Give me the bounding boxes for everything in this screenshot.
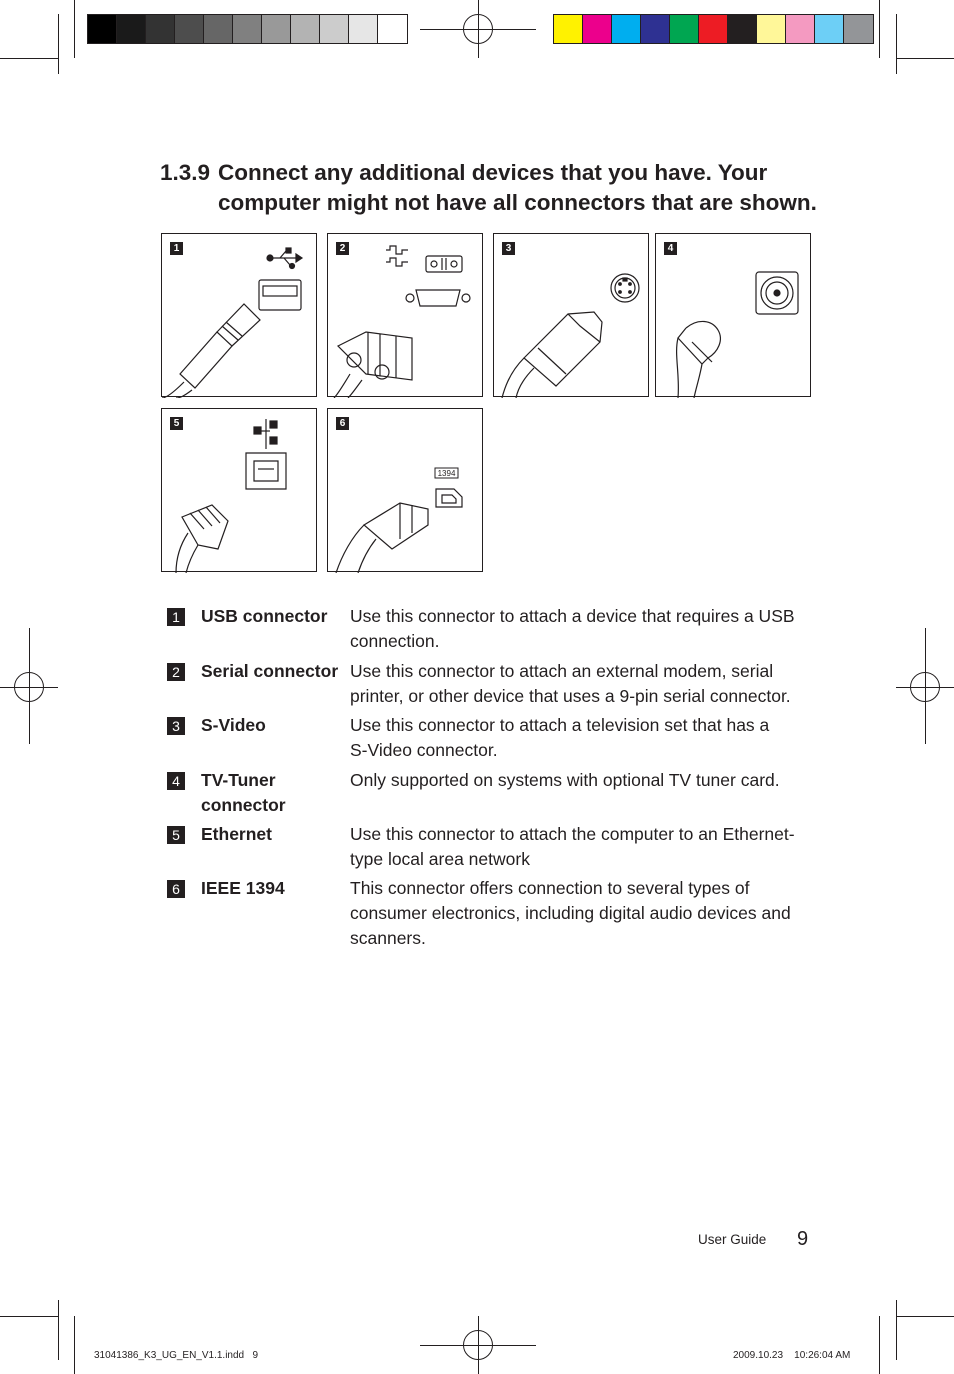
connector-description: Use this connector to attach a device that requires a USB connection.	[350, 606, 795, 651]
panel-tv-tuner	[655, 233, 811, 397]
grayscale-bar	[87, 14, 408, 44]
print-slug-filename: 31041386_K3_UG_EN_V1.1.indd 9	[94, 1350, 259, 1361]
connector-description: This connector offers connection to several types of consumer electronics, including digital audio devices and scanners.	[350, 878, 791, 948]
connector-name: S-Video	[201, 715, 266, 735]
panel-tag: 1	[170, 242, 183, 255]
ieee-1394-connector-illustration	[328, 409, 484, 573]
panel-serial	[327, 233, 483, 397]
color-swatch	[844, 15, 873, 43]
panel-tag: 2	[336, 242, 349, 255]
panel-tag: 6	[336, 417, 349, 430]
panel-s-video	[493, 233, 649, 397]
section-title: Connect any additional devices that you have. Your computer might not have all connectors that are shown.	[218, 160, 817, 215]
color-swatch	[262, 15, 291, 43]
connector-description: Use this connector to attach a television set that has a S-Video connector.	[350, 715, 770, 760]
color-swatch	[612, 15, 641, 43]
s-video-connector-illustration	[494, 234, 650, 398]
color-swatch	[117, 15, 146, 43]
connector-description: Use this connector to attach an external modem, serial printer, or other device that uses a 9-pin serial connector.	[350, 661, 791, 706]
page-number: 9	[797, 1228, 809, 1250]
connector-description: Only supported on systems with optional TV tuner card.	[350, 770, 780, 790]
serial-port-icon	[386, 246, 462, 272]
serial-connector-illustration	[328, 234, 484, 398]
port-label-1394: 1394	[437, 469, 456, 478]
item-number: 3	[167, 717, 185, 735]
usb-connector-illustration	[162, 234, 318, 398]
color-swatch	[815, 15, 844, 43]
color-swatch	[757, 15, 786, 43]
item-number: 2	[167, 663, 185, 681]
section-number: 1.3.9	[160, 160, 211, 185]
item-number: 4	[167, 772, 185, 790]
color-swatch	[291, 15, 320, 43]
footer-label: User Guide	[698, 1232, 767, 1247]
color-swatch	[583, 15, 612, 43]
connector-name: USB connector	[201, 606, 328, 626]
connector-name: TV-Tuner connector	[201, 770, 286, 815]
section-heading	[160, 158, 840, 218]
color-swatch	[320, 15, 349, 43]
panel-tag: 4	[664, 242, 677, 255]
tv-tuner-connector-illustration	[656, 234, 812, 398]
color-swatch	[699, 15, 728, 43]
panel-ethernet	[161, 408, 317, 572]
item-number: 5	[167, 826, 185, 844]
panel-tag: 3	[502, 242, 515, 255]
color-swatch	[378, 15, 407, 43]
color-swatch	[670, 15, 699, 43]
color-swatch	[728, 15, 757, 43]
connector-name: Serial connector	[201, 661, 339, 681]
panel-usb	[161, 233, 317, 397]
color-swatch	[233, 15, 262, 43]
panel-tag: 5	[170, 417, 183, 430]
print-slug-timestamp: 2009.10.23 10:26:04 AM	[733, 1350, 851, 1361]
panel-ieee-1394	[327, 408, 483, 572]
color-swatch	[349, 15, 378, 43]
ethernet-icon	[254, 419, 277, 449]
color-swatch	[146, 15, 175, 43]
color-swatch	[175, 15, 204, 43]
connector-name: Ethernet	[201, 824, 272, 844]
connector-name: IEEE 1394	[201, 878, 285, 898]
color-swatch	[554, 15, 583, 43]
color-swatch	[88, 15, 117, 43]
color-swatch	[641, 15, 670, 43]
color-bar	[553, 14, 874, 44]
ethernet-connector-illustration	[162, 409, 318, 573]
item-number: 6	[167, 880, 185, 898]
color-swatch	[786, 15, 815, 43]
color-swatch	[204, 15, 233, 43]
connector-description: Use this connector to attach the computer to an Ethernet-type local area network	[350, 824, 795, 869]
usb-icon	[267, 248, 302, 269]
item-number: 1	[167, 608, 185, 626]
